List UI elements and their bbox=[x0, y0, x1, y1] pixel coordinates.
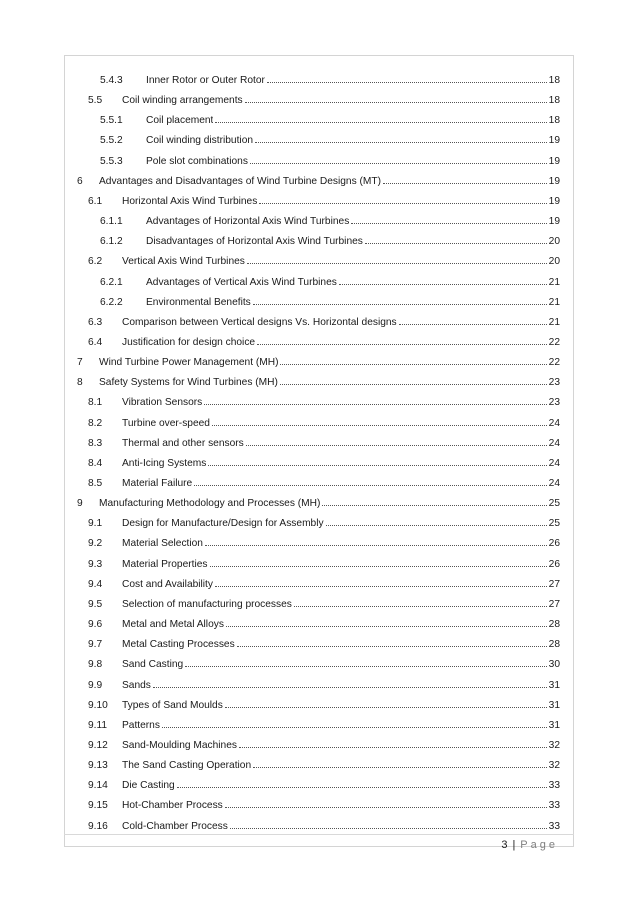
toc-dot-leader bbox=[339, 275, 547, 285]
toc-entry-page: 31 bbox=[548, 679, 560, 691]
toc-entry-title: Horizontal Axis Wind Turbines bbox=[122, 195, 258, 207]
toc-entry-number: 5.5.1 bbox=[100, 115, 123, 127]
toc-entry-number: 6.2.1 bbox=[100, 276, 123, 288]
toc-dot-leader bbox=[162, 718, 547, 728]
toc-entry[interactable] bbox=[77, 355, 560, 369]
toc-entry-page: 31 bbox=[548, 719, 560, 731]
toc-entry-number: 5.5.2 bbox=[100, 135, 123, 147]
toc-dot-leader bbox=[204, 395, 546, 405]
toc-entry-title: Coil winding arrangements bbox=[122, 95, 243, 107]
toc-entry-number: 8.4 bbox=[88, 457, 103, 469]
toc-entry-number: 9.4 bbox=[88, 578, 103, 590]
toc-entry-number: 9.10 bbox=[88, 699, 108, 711]
toc-dot-leader bbox=[245, 93, 547, 103]
toc-entry-page: 24 bbox=[548, 417, 560, 429]
toc-entry-page: 25 bbox=[548, 498, 560, 510]
toc-entry[interactable] bbox=[88, 536, 560, 550]
toc-entry[interactable] bbox=[100, 295, 560, 309]
toc-entry-number: 9.8 bbox=[88, 659, 103, 671]
toc-entry[interactable] bbox=[77, 496, 560, 510]
toc-dot-leader bbox=[208, 456, 546, 466]
toc-entry-page: 19 bbox=[548, 175, 560, 187]
toc-entry[interactable] bbox=[88, 254, 560, 268]
toc-entry-number: 9.3 bbox=[88, 558, 103, 570]
toc-entry[interactable] bbox=[88, 778, 560, 792]
toc-entry-page: 33 bbox=[548, 820, 560, 832]
toc-dot-leader bbox=[253, 758, 547, 768]
toc-dot-leader bbox=[237, 637, 547, 647]
toc-entry[interactable] bbox=[100, 234, 560, 248]
toc-entry-title: Metal Casting Processes bbox=[122, 639, 235, 651]
toc-entry[interactable] bbox=[77, 174, 560, 188]
toc-entry-number: 9.14 bbox=[88, 780, 108, 792]
toc-entry-title: The Sand Casting Operation bbox=[122, 760, 252, 772]
toc-dot-leader bbox=[215, 577, 547, 587]
toc-entry-number: 6.2 bbox=[88, 256, 103, 268]
toc-dot-leader bbox=[365, 234, 547, 244]
page-footer bbox=[501, 838, 558, 852]
toc-entry-page: 19 bbox=[548, 195, 560, 207]
toc-entry-number: 5.5.3 bbox=[100, 155, 123, 167]
toc-entry-number: 9.15 bbox=[88, 800, 108, 812]
toc-dot-leader bbox=[153, 678, 547, 688]
toc-entry-title: Sands bbox=[122, 679, 151, 691]
toc-entry-number: 8.1 bbox=[88, 397, 103, 409]
toc-dot-leader bbox=[185, 657, 546, 667]
toc-entry-number: 9.12 bbox=[88, 739, 108, 751]
toc-dot-leader bbox=[177, 778, 547, 788]
toc-entry-number: 6.1.1 bbox=[100, 216, 123, 228]
toc-entry[interactable] bbox=[88, 456, 560, 470]
toc-entry-number: 9.6 bbox=[88, 619, 103, 631]
toc-entry-title: Types of Sand Moulds bbox=[122, 699, 223, 711]
toc-entry-title: Pole slot combinations bbox=[146, 155, 248, 167]
toc-entry[interactable] bbox=[88, 516, 560, 530]
toc-entry-page: 31 bbox=[548, 699, 560, 711]
toc-dot-leader bbox=[326, 516, 547, 526]
toc-entry-number: 5.4.3 bbox=[100, 75, 123, 86]
toc-dot-leader bbox=[257, 335, 547, 345]
toc-entry-page: 18 bbox=[548, 95, 560, 107]
footer-divider bbox=[64, 834, 574, 835]
toc-entry-number: 8.2 bbox=[88, 417, 103, 429]
toc-dot-leader bbox=[383, 174, 547, 184]
toc-entry[interactable] bbox=[88, 798, 560, 812]
toc-entry-title: Hot-Chamber Process bbox=[122, 800, 223, 812]
toc-entry-title: Material Properties bbox=[122, 558, 208, 570]
toc-entry-title: Patterns bbox=[122, 719, 160, 731]
toc-entry[interactable] bbox=[88, 395, 560, 409]
toc-entry[interactable] bbox=[88, 335, 560, 349]
footer-page-number: 3 bbox=[501, 839, 508, 851]
toc-entry[interactable] bbox=[88, 476, 560, 490]
toc-entry-page: 24 bbox=[548, 457, 560, 469]
toc-entry-title: Disadvantages of Horizontal Axis Wind Turbines bbox=[146, 236, 363, 248]
toc-entry-number: 9.2 bbox=[88, 538, 103, 550]
toc-entry-page: 23 bbox=[548, 377, 560, 389]
toc-entry-page: 28 bbox=[548, 639, 560, 651]
toc-entry[interactable] bbox=[88, 557, 560, 571]
toc-entry-page: 23 bbox=[548, 397, 560, 409]
toc-entry-title: Inner Rotor or Outer Rotor bbox=[146, 75, 265, 86]
toc-entry-page: 25 bbox=[548, 518, 560, 530]
toc-entry-title: Selection of manufacturing processes bbox=[122, 598, 292, 610]
toc-dot-leader bbox=[225, 798, 547, 808]
toc-entry[interactable] bbox=[88, 738, 560, 752]
toc-entry-number: 9 bbox=[77, 498, 83, 510]
toc-entry[interactable] bbox=[88, 758, 560, 772]
toc-entry-title: Manufacturing Methodology and Processes (MH) bbox=[99, 498, 321, 510]
toc-entry[interactable] bbox=[100, 275, 560, 289]
toc-entry-number: 6 bbox=[77, 175, 83, 187]
toc-entry-number: 9.9 bbox=[88, 679, 103, 691]
toc-entry-page: 32 bbox=[548, 739, 560, 751]
toc-entry[interactable] bbox=[88, 678, 560, 692]
toc-dot-leader bbox=[247, 254, 547, 264]
toc-entry-number: 9.1 bbox=[88, 518, 103, 530]
toc-entry-title: Advantages of Vertical Axis Wind Turbines bbox=[146, 276, 337, 288]
toc-entry-number: 9.7 bbox=[88, 639, 103, 651]
toc-entry-title: Cold-Chamber Process bbox=[122, 820, 228, 832]
toc-entry[interactable] bbox=[88, 416, 560, 430]
toc-entry-title: Justification for design choice bbox=[122, 336, 256, 348]
toc-entry-page: 20 bbox=[548, 256, 560, 268]
toc-entry-page: 24 bbox=[548, 478, 560, 489]
toc-entry[interactable] bbox=[88, 637, 560, 651]
toc-entry-title: Comparison between Vertical designs Vs. Horizontal designs bbox=[122, 316, 397, 328]
toc-entry-page: 21 bbox=[548, 276, 560, 288]
toc-entry[interactable] bbox=[100, 154, 560, 168]
toc-entry-page: 21 bbox=[548, 296, 560, 308]
toc-entry[interactable] bbox=[77, 375, 560, 389]
footer-page-label: Page bbox=[520, 839, 558, 851]
toc-entry-title: Material Failure bbox=[122, 478, 193, 489]
toc-entry[interactable] bbox=[88, 436, 560, 450]
toc-entry-page: 20 bbox=[548, 236, 560, 248]
toc-entry-title: Advantages and Disadvantages of Wind Turbine Designs (MT) bbox=[99, 175, 381, 187]
toc-entry-page: 19 bbox=[548, 155, 560, 167]
footer-separator: | bbox=[512, 839, 516, 851]
toc-entry-page: 27 bbox=[548, 578, 560, 590]
toc-entry-page: 30 bbox=[548, 659, 560, 671]
toc-entry-number: 6.3 bbox=[88, 316, 103, 328]
toc-dot-leader bbox=[322, 496, 546, 506]
toc-entry[interactable] bbox=[100, 113, 560, 127]
toc-entry-number: 9.13 bbox=[88, 760, 108, 772]
toc-dot-leader bbox=[280, 355, 546, 365]
toc-dot-leader bbox=[399, 315, 547, 325]
toc-entry[interactable] bbox=[100, 133, 560, 147]
toc-entry[interactable] bbox=[88, 819, 560, 833]
toc-entry-page: 19 bbox=[548, 135, 560, 147]
toc-dot-leader bbox=[239, 738, 547, 748]
toc-entry-number: 6.1.2 bbox=[100, 236, 123, 248]
toc-entry-title: Wind Turbine Power Management (MH) bbox=[99, 357, 279, 369]
toc-entry-number: 5.5 bbox=[88, 95, 103, 107]
toc-entry-title: Anti-Icing Systems bbox=[122, 457, 207, 469]
toc-dot-leader bbox=[226, 617, 547, 627]
toc-entry-page: 19 bbox=[548, 216, 560, 228]
toc-entry-page: 18 bbox=[548, 75, 560, 86]
toc-dot-leader bbox=[351, 214, 546, 224]
toc-entry-title: Sand-Moulding Machines bbox=[122, 739, 237, 751]
toc-entry-page: 22 bbox=[548, 357, 560, 369]
toc-dot-leader bbox=[267, 73, 547, 83]
toc-entry-title: Sand Casting bbox=[122, 659, 184, 671]
toc-entry-page: 21 bbox=[548, 316, 560, 328]
toc-dot-leader bbox=[230, 819, 547, 829]
toc-entry[interactable] bbox=[88, 617, 560, 631]
toc-dot-leader bbox=[253, 295, 547, 305]
toc-entry-title: Coil placement bbox=[146, 115, 214, 127]
toc-entry-number: 9.11 bbox=[88, 719, 108, 731]
toc-dot-leader bbox=[280, 375, 547, 385]
toc-entry-title: Cost and Availability bbox=[122, 578, 213, 590]
toc-dot-leader bbox=[212, 416, 547, 426]
toc-entry[interactable] bbox=[88, 194, 560, 208]
toc-dot-leader bbox=[225, 698, 547, 708]
toc-entry-title: Material Selection bbox=[122, 538, 203, 550]
toc-entry-page: 27 bbox=[548, 598, 560, 610]
toc-entry[interactable] bbox=[88, 718, 560, 732]
toc-entry-title: Vibration Sensors bbox=[122, 397, 203, 409]
toc-entry[interactable] bbox=[100, 214, 560, 228]
toc-entry-number: 7 bbox=[77, 357, 83, 369]
toc-entry-number: 6.2.2 bbox=[100, 296, 123, 308]
toc-entry-page: 26 bbox=[548, 558, 560, 570]
toc-entry-number: 9.16 bbox=[88, 820, 108, 832]
toc-entry-page: 32 bbox=[548, 760, 560, 772]
toc-entry-title: Metal and Metal Alloys bbox=[122, 619, 224, 631]
toc-entry-number: 8.5 bbox=[88, 478, 103, 489]
toc-entry[interactable] bbox=[88, 315, 560, 329]
toc-entry-page: 22 bbox=[548, 336, 560, 348]
toc-entry-page: 18 bbox=[548, 115, 560, 127]
toc-dot-leader bbox=[250, 154, 547, 164]
toc-entry[interactable] bbox=[88, 93, 560, 107]
toc-dot-leader bbox=[246, 436, 547, 446]
toc-entry-title: Environmental Benefits bbox=[146, 296, 251, 308]
toc-entry-title: Safety Systems for Wind Turbines (MH) bbox=[99, 377, 278, 389]
toc-entry[interactable] bbox=[88, 597, 560, 611]
toc-entry-page: 24 bbox=[548, 437, 560, 449]
toc-dot-leader bbox=[255, 133, 547, 143]
toc-dot-leader bbox=[194, 476, 546, 486]
toc-entry[interactable] bbox=[88, 657, 560, 671]
toc-entry-number: 6.4 bbox=[88, 336, 103, 348]
toc-entry-page: 28 bbox=[548, 619, 560, 631]
toc-entry-number: 8 bbox=[77, 377, 83, 389]
toc-dot-leader bbox=[210, 557, 547, 567]
toc-entry-title: Advantages of Horizontal Axis Wind Turbines bbox=[146, 216, 350, 228]
toc-entry-page: 26 bbox=[548, 538, 560, 550]
toc-dot-leader bbox=[215, 113, 546, 123]
toc-entry-title: Vertical Axis Wind Turbines bbox=[122, 256, 245, 268]
toc-entry[interactable] bbox=[88, 698, 560, 712]
toc-entry-title: Design for Manufacture/Design for Assembly bbox=[122, 518, 324, 530]
toc-entry-title: Coil winding distribution bbox=[146, 135, 254, 147]
toc-entry-number: 8.3 bbox=[88, 437, 103, 449]
toc-entry-number: 9.5 bbox=[88, 598, 103, 610]
toc-entry-title: Turbine over-speed bbox=[122, 417, 210, 429]
toc-entry-number: 6.1 bbox=[88, 195, 103, 207]
toc-entry[interactable] bbox=[100, 73, 560, 87]
toc-entry-page: 33 bbox=[548, 780, 560, 792]
toc-entry-title: Die Casting bbox=[122, 780, 175, 792]
toc-entry-page: 33 bbox=[548, 800, 560, 812]
toc-dot-leader bbox=[294, 597, 547, 607]
toc-entry-title: Thermal and other sensors bbox=[122, 437, 244, 449]
toc-dot-leader bbox=[205, 536, 547, 546]
toc-dot-leader bbox=[259, 194, 546, 204]
toc-entry[interactable] bbox=[88, 577, 560, 591]
